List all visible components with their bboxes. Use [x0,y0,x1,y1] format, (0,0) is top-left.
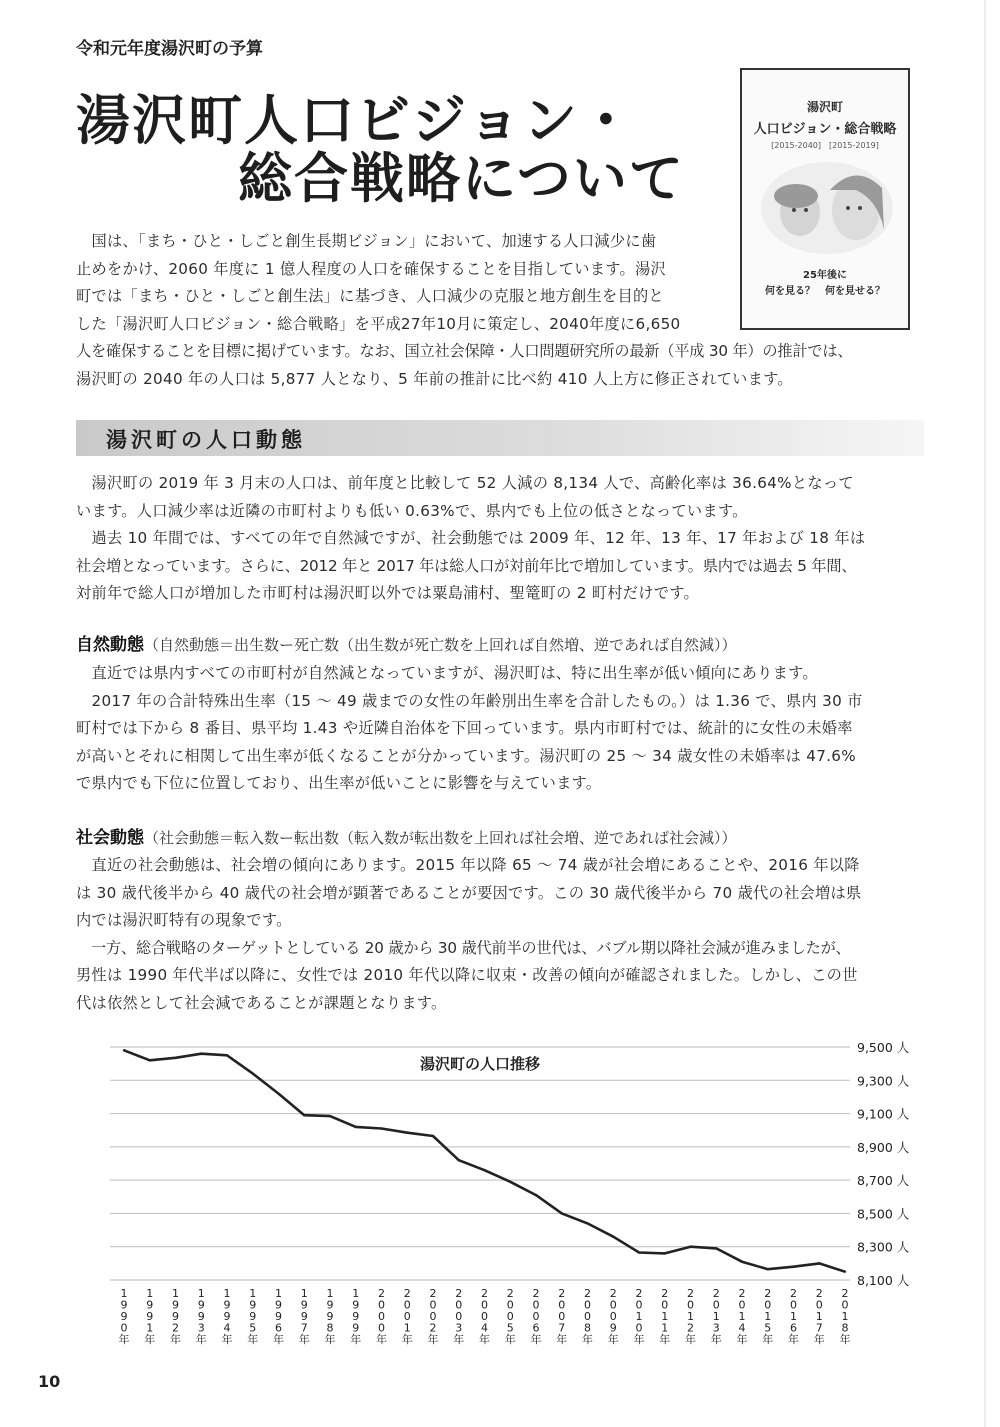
data-point [174,1057,176,1059]
x-tick-label: 2 0 0 7 年 [556,1287,568,1346]
cover-periods: [2015-2040] [2015-2019] [771,141,879,150]
x-tick-label: 1 9 9 5 年 [247,1287,259,1346]
y-tick-label: 8,500 人 [857,1206,910,1222]
data-point [277,1092,279,1094]
y-tick-label: 8,900 人 [857,1139,910,1155]
data-point [432,1135,434,1137]
chart-title: 湯沢町の人口推移 [419,1055,541,1073]
social-line: 内では湯沢町特有の現象です。 [76,911,292,929]
data-point [252,1072,254,1074]
x-tick-label: 2 0 0 5 年 [504,1287,516,1346]
intro-line: 湯沢町の 2040 年の人口は 5,877 人となり、5 年前の推計に比べ約 410 人上方に修正されています。 [76,369,793,388]
data-point [303,1114,305,1116]
x-tick-label: 1 9 9 9 年 [350,1287,362,1346]
cover-tagline-2: 何を見る？ 何を見せる？ [765,286,885,297]
natural-line: 2017 年の合計特殊出生率（15 ～ 49 歳までの女性の年齢別出生率を合計したもの。）は 1.36 で、県内 30 市 [76,691,863,710]
data-point [200,1052,202,1054]
data-point [561,1212,563,1214]
x-tick-label: 1 9 9 1 年 [144,1287,156,1346]
natural-heading: 自然動態 [76,635,144,655]
dynamics-line: 社会増となっています。さらに、2012 年と 2017 年は総人口が対前年比で増加しています。県内では過去 5 年間、 [76,556,857,575]
data-point [535,1194,537,1196]
x-tick-label: 2 0 1 0 年 [633,1287,645,1346]
dynamics-line: 湯沢町の 2019 年 3 月末の人口は、前年度と比較して 52 人減の 8,134 人で、高齢化率は 36.64%となって [76,474,854,492]
y-tick-label: 9,100 人 [857,1106,910,1122]
data-point [844,1270,846,1272]
x-tick-label: 2 0 1 1 年 [659,1287,671,1346]
social-heading: 社会動態 [76,828,144,848]
section-title: 湯沢町の人口動態 [106,428,306,452]
page-title-line-2: 総合戦略について [238,147,685,210]
x-tick-label: 2 0 0 6 年 [530,1287,542,1346]
x-tick-label: 2 0 1 6 年 [788,1287,799,1346]
data-point [380,1127,382,1129]
data-point [612,1236,614,1238]
population-series-line [124,1050,845,1271]
intro-line: 止めをかけ、2060 年度に 1 億人程度の人口を確保することを目指しています。湯沢 [76,259,666,278]
population-line-chart [110,1035,930,1360]
data-point [226,1054,228,1056]
data-point [638,1251,640,1253]
data-point [509,1181,511,1183]
social-line: 男性は 1990 年代半ば以降に、女性では 2010 年代以降に収束・改善の傾向が確認されました。しかし、この世 [76,966,858,984]
intro-line: 国は、「まち・ひと・しごと創生長期ビジョン」において、加速する人口減少に歯 [76,232,657,250]
social-line: 直近の社会動態は、社会増の傾向にあります。2015 年以降 65 ～ 74 歳が社会増にあることや、2016 年以降 [76,856,860,874]
x-tick-label: 2 0 0 4 年 [479,1287,490,1346]
natural-line: 直近では県内すべての市町村が自然減となっていますが、湯沢町は、特に出生率が低い傾向にあります。 [76,664,818,682]
x-tick-label: 2 0 0 8 年 [582,1287,593,1346]
data-point [689,1246,691,1248]
intro-line: 人を確保することを目標に掲げています。なお、国立社会保障・人口問題研究所の最新（平成 30 年）の推計では、 [76,342,853,360]
x-tick-label: 1 9 9 3 年 [195,1287,207,1346]
data-point [818,1262,820,1264]
header-label: 令和元年度湯沢町の予算 [76,39,263,59]
y-tick-label: 8,700 人 [857,1173,910,1189]
y-tick-label: 9,300 人 [857,1073,910,1089]
page-edge-line [984,0,986,1427]
x-tick-label: 2 0 1 4 年 [736,1287,748,1346]
x-tick-label: 2 0 1 2 年 [685,1287,696,1346]
data-point [123,1049,125,1051]
data-point [664,1252,666,1254]
natural-dynamics-paragraph [76,660,926,798]
social-line: は 30 歳代後半から 40 歳代の社会増が顕著であることが要因です。この 30 歳代後半から 70 歳代の社会増は県 [76,883,862,902]
x-tick-label: 2 0 0 1 年 [401,1287,413,1346]
x-tick-label: 2 0 1 8 年 [839,1287,851,1346]
x-tick-label: 1 9 9 8 年 [324,1287,336,1346]
x-tick-label: 2 0 0 0 年 [376,1287,387,1346]
data-point [483,1169,485,1171]
data-point [149,1059,151,1061]
cover-town: 湯沢町 [806,100,843,114]
page-title-line-1: 湯沢町人口ビジョン・ [76,89,635,152]
x-tick-label: 1 9 9 7 年 [298,1287,310,1346]
data-point [715,1247,717,1249]
natural-note: （自然動態＝出生数ー死亡数（出生数が死亡数を上回れば自然増、逆であれば自然減）） [144,636,737,654]
dynamics-line: 対前年で総人口が増加した市町村は湯沢町以外では粟島浦村、聖篭町の 2 町村だけです。 [76,584,700,602]
y-tick-label: 8,300 人 [857,1239,910,1255]
data-point [406,1132,408,1134]
x-tick-label: 1 9 9 4 年 [221,1287,233,1346]
social-dynamics-subheading [76,823,737,848]
y-tick-label: 9,500 人 [857,1040,910,1055]
social-dynamics-paragraph [76,852,926,1017]
x-tick-label: 1 9 9 6 年 [273,1287,284,1346]
x-tick-label: 2 0 0 9 年 [607,1287,619,1346]
data-point [586,1222,588,1224]
data-point [329,1115,331,1117]
data-point [741,1260,743,1262]
natural-line: 町村では下から 8 番目、県平均 1.43 や近隣自治体を下回っています。県内市町村では、統計的に女性の未婚率 [76,719,853,737]
x-tick-label: 2 0 1 3 年 [710,1287,722,1346]
social-note: （社会動態＝転入数ー転出数（転入数が転出数を上回れば社会増、逆であれば社会減）） [144,829,737,847]
dynamics-line: います。人口減少率は近隣の市町村よりも低い 0.63%で、県内でも上位の低さとなっています。 [76,501,748,520]
intro-line: 町では「まち・ひと・しごと創生法」に基づき、人口減少の克服と地方創生を目的と [76,287,664,305]
intro-line: した「湯沢町人口ビジョン・総合戦略」を平成27年10月に策定し、2040年度に6,650 [76,314,681,333]
natural-line: で県内でも下位に位置しており、出生率が低いことに影響を与えています。 [76,774,602,792]
data-point [792,1265,794,1267]
population-dynamics-paragraph [76,470,926,608]
intro-paragraph [76,228,926,393]
cover-tagline-1: 25年後に [803,270,847,281]
y-tick-label: 8,100 人 [857,1273,910,1288]
x-tick-label: 2 0 1 7 年 [813,1287,825,1346]
data-point [355,1126,357,1128]
data-point [767,1268,769,1270]
page-number: 10 [38,1372,61,1391]
dynamics-line: 過去 10 年間では、すべての年で自然減ですが、社会動態では 2009 年、12 年、13 年、17 年および 18 年は [76,529,866,547]
natural-line: が高いとそれに相関して出生率が低くなることが分かっています。湯沢町の 25 ～ 34 歳女性の未婚率は 47.6% [76,746,856,765]
x-tick-label: 1 9 9 2 年 [170,1287,181,1346]
data-point [458,1159,460,1161]
x-tick-label: 2 0 0 2 年 [427,1287,439,1346]
x-tick-label: 1 9 9 0 年 [118,1287,130,1346]
natural-dynamics-subheading [76,630,737,655]
x-tick-label: 2 0 0 3 年 [453,1287,465,1346]
social-line: 一方、総合戦略のターゲットとしている 20 歳から 30 歳代前半の世代は、バブル期以降社会減が進みましたが、 [76,938,851,957]
social-line: 代は依然として社会減であることが課題となります。 [76,993,447,1012]
cover-title: 人口ビジョン・総合戦略 [753,122,897,137]
x-tick-label: 2 0 1 5 年 [762,1287,774,1346]
